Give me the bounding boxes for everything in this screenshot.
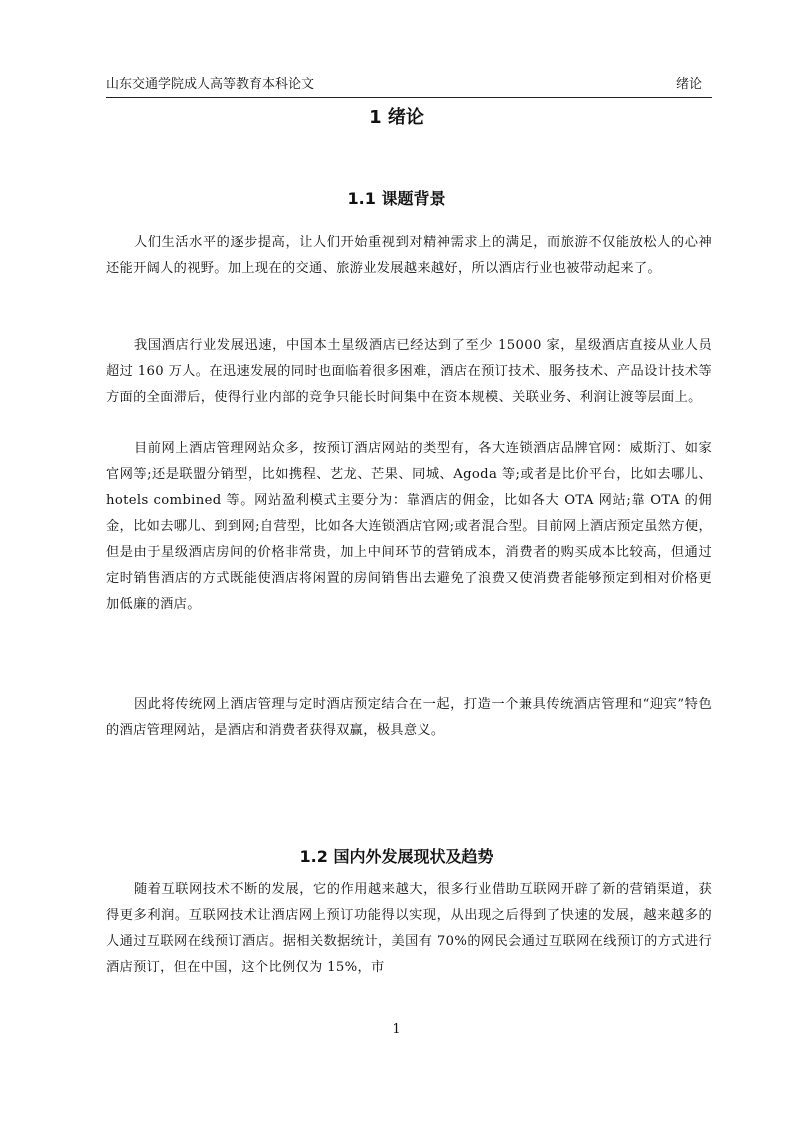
page-header [106, 76, 712, 98]
paragraph: 因此将传统网上酒店管理与定时酒店预定结合在一起，打造一个兼具传统酒店管理和“迎宾”特色的酒店管理网站，是酒店和消费者获得双赢，极具意义。 [106, 697, 712, 738]
page-number: 1 [392, 1022, 401, 1037]
paragraph: 目前网上酒店管理网站众多，按预订酒店网站的类型有，各大连锁酒店品牌官网：威斯汀、如家官网等;还是联盟分销型，比如携程、艺龙、芒果、同城、Agoda 等;或者是比价平台，比如去哪儿、hotels combined 等。网站盈利模式主要分为：靠酒店的佣金，比如各大 OTA 网站;靠 OTA 的佣金，比如去哪儿、到到网;自营型，比如各大连锁酒店官网;或者混合型。目前网上酒店预定虽然方便，但是由于星级酒店房间的价格非常贵，加上中间环节的营销成本，消费者的购买成本比较高，但通过定时销售酒店的方式既能使酒店将闲置的房间销售出去避免了浪费又使消费者能够预定到相对价格更加低廉的酒店。 [106, 441, 712, 612]
paragraph: 人们生活水平的逐步提高，让人们开始重视到对精神需求上的满足，而旅游不仅能放松人的心神还能开阔人的视野。加上现在的交通、旅游业发展越来越好，所以酒店行业也被带动起来了。 [106, 235, 712, 276]
header-divider [106, 97, 712, 98]
section-title-status-and-trends: 1.2 国内外发展现状及趋势 [299, 847, 494, 866]
header-thesis-title: 山东交通学院成人高等教育本科论文 [106, 77, 315, 92]
paragraph: 我国酒店行业发展迅速，中国本土星级酒店已经达到了至少 15000 家，星级酒店直接从业人员超过 160 万人。在迅速发展的同时也面临着很多困难，酒店在预订技术、服务技术、产品设计技术等方面的全面滞后，使得行业内部的竞争只能长时间集中在资本规模、关联业务、利润让渡等层面上。 [106, 338, 712, 405]
chapter-title: 1 绪论 [369, 107, 424, 128]
section-title-background: 1.1 课题背景 [347, 189, 446, 208]
header-chapter-name: 绪论 [675, 77, 702, 92]
paragraph: 随着互联网技术不断的发展，它的作用越来越大，很多行业借助互联网开辟了新的营销渠道，获得更多利润。互联网技术让酒店网上预订功能得以实现，从出现之后得到了快速的发展，越来越多的人通过互联网在线预订酒店。据相关数据统计，美国有 70%的网民会通过互联网在线预订的方式进行酒店预订，但在中国，这个比例仅为 15%，市 [106, 882, 712, 975]
